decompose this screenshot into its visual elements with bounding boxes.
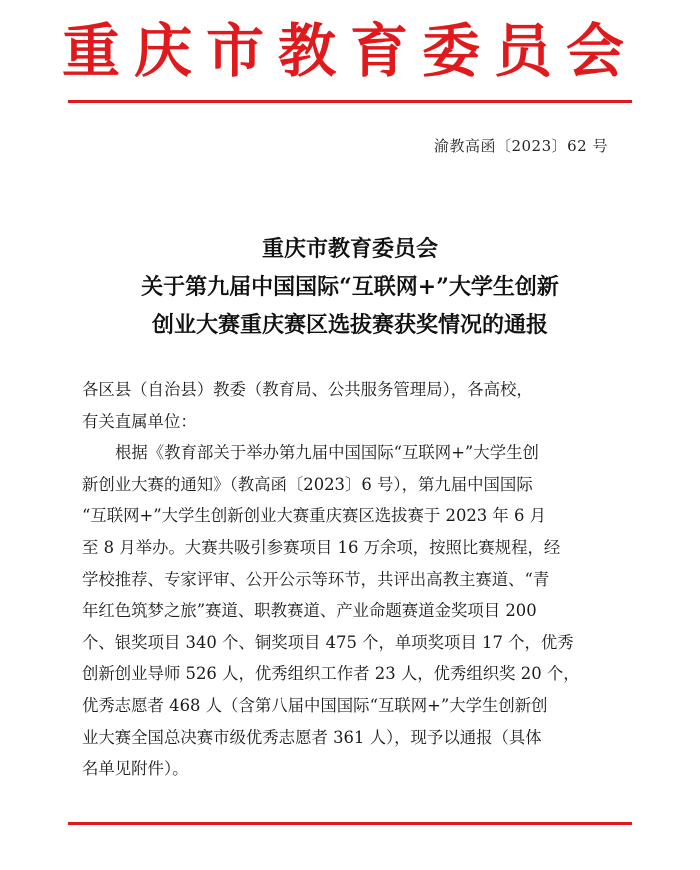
salutation-line: 各区县（自治县）教委（教育局、公共服务管理局），各高校， — [82, 380, 533, 399]
title-line: 重庆市教育委员会 — [261, 236, 438, 262]
document-number: 渝教高函〔2023〕62 号 — [433, 137, 608, 155]
paragraph-line: 名单见附件）。 — [82, 759, 189, 779]
title-line: 关于第九届中国国际“互联网+”大学生创新 — [141, 274, 559, 300]
paragraph-line: 新创业大赛的通知》（教高函〔2023〕6 号），第九届中国国际 — [82, 474, 533, 494]
paragraph-line: 创新创业导师 526 人，优秀组织工作者 23 人，优秀组织奖 20 个， — [82, 664, 580, 684]
paragraph-line: 业大赛全国总决赛市级优秀志愿者 361 人），现予以通报（具体 — [82, 727, 542, 747]
paragraph-line: 至 8 月举办。大赛共吸引参赛项目 16 万余项，按照比赛规程，经 — [82, 537, 561, 557]
document-title — [60, 230, 640, 344]
salutation — [82, 374, 616, 437]
paragraph-line: 学校推荐、专家评审、公开公示等环节，共评出高教主赛道、“青 — [82, 569, 550, 589]
document-body — [82, 374, 616, 785]
paragraph-line: 年红色筑梦之旅”赛道、职教赛道、产业命题赛道金奖项目 200 — [82, 601, 537, 621]
main-paragraph — [82, 437, 616, 785]
paragraph-line: 个、银奖项目 340 个、铜奖项目 475 个，单项奖项目 17 个，优秀 — [82, 632, 574, 652]
red-divider-bottom — [68, 822, 632, 825]
paragraph-line: 优秀志愿者 468 人（含第八届中国国际“互联网+”大学生创新创 — [82, 695, 548, 715]
title-line: 创业大赛重庆赛区选拔赛获奖情况的通报 — [151, 312, 548, 338]
paragraph-line: 根据《教育部关于举办第九届中国国际“互联网+”大学生创 — [115, 443, 539, 463]
organization-header: 重庆市教育委员会 — [61, 17, 638, 85]
red-divider-top — [68, 100, 632, 103]
salutation-line: 有关直属单位： — [82, 411, 197, 431]
paragraph-line: “互联网+”大学生创新创业大赛重庆赛区选拔赛于 2023 年 6 月 — [82, 506, 547, 526]
